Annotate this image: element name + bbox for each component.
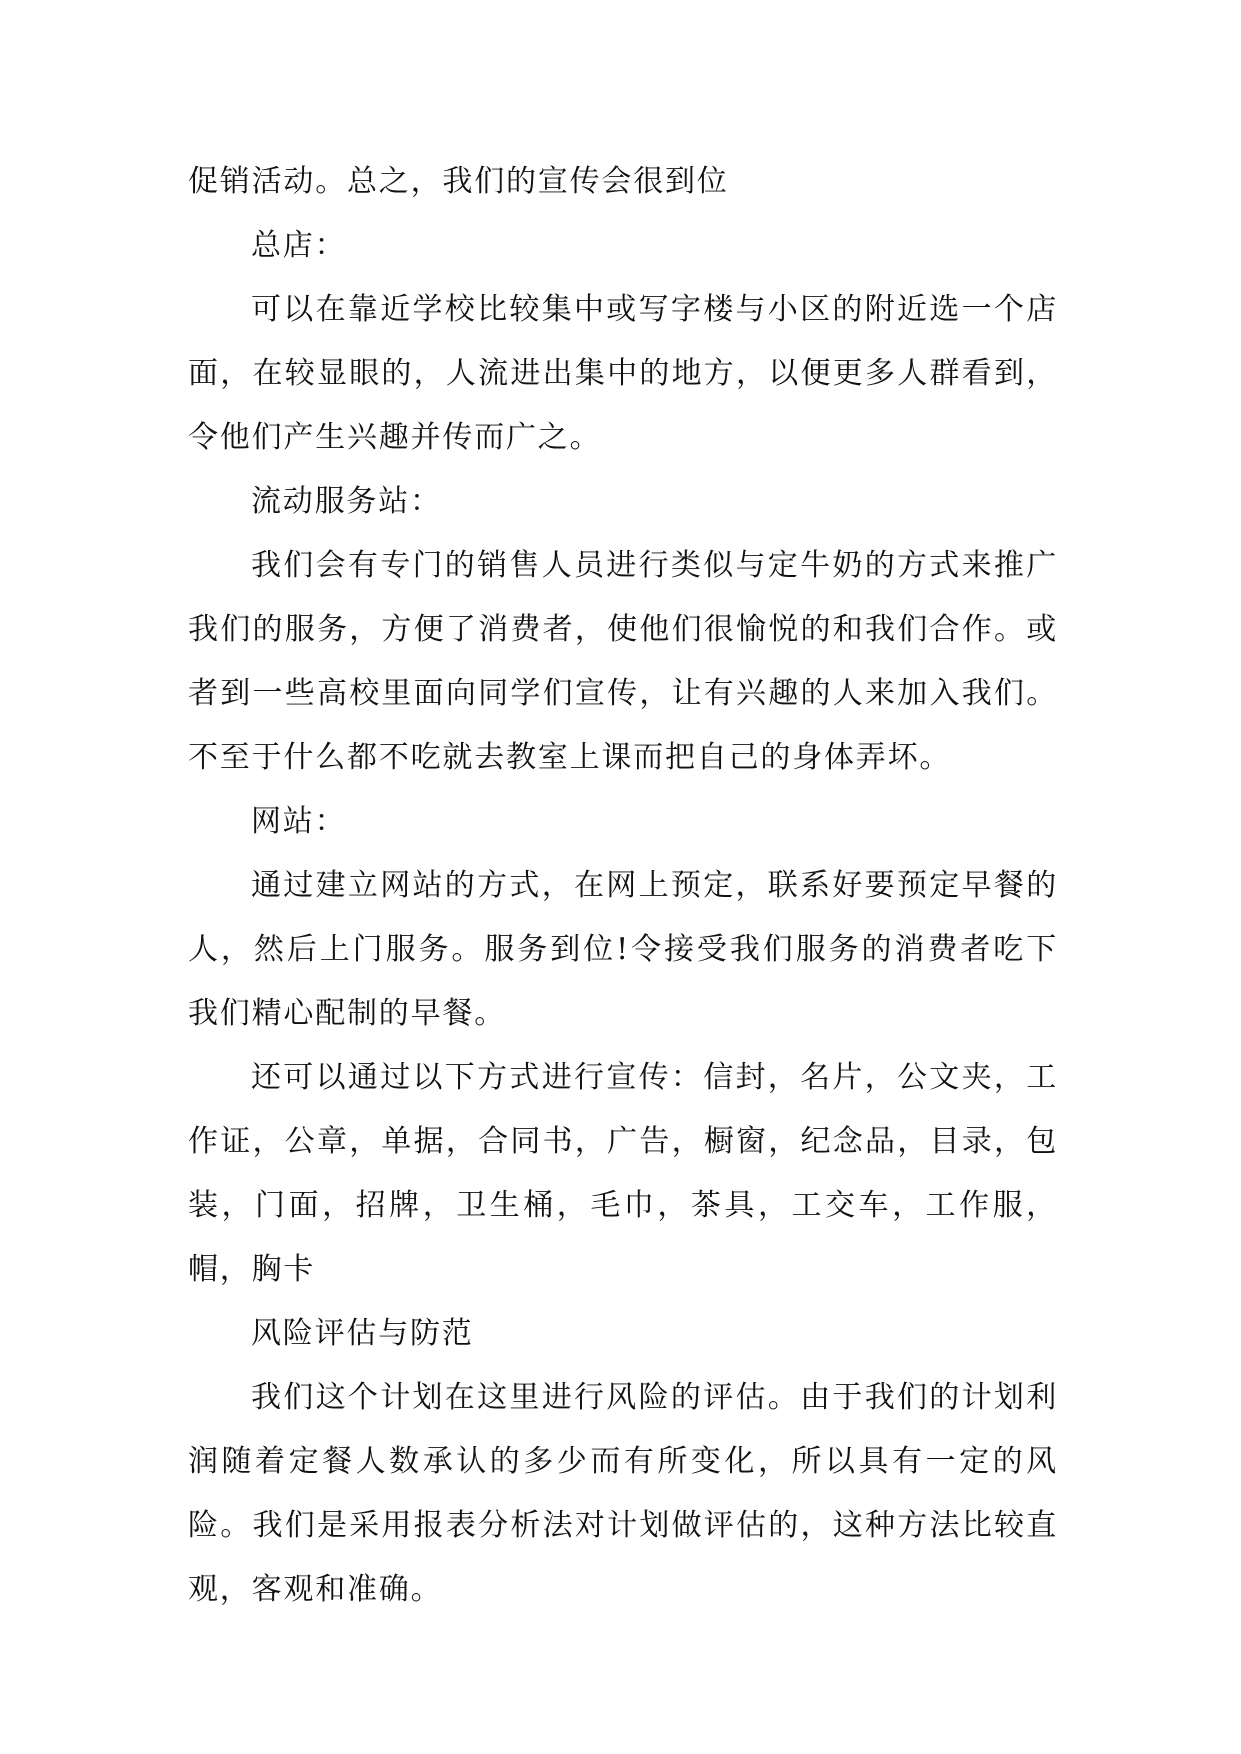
heading-risk-assessment: 风险评估与防范 <box>251 1316 474 1351</box>
document-body <box>188 150 1058 1622</box>
heading-main-store: 总店： <box>251 228 347 263</box>
paragraph-mobile-service-station: 我们会有专门的销售人员进行类似与定牛奶的方式来推广我们的服务，方便了消费者，使他们很愉悦的和我们合作。或者到一些高校里面向同学们宣传，让有兴趣的人来加入我们。不至于什么都不吃就去教室上课而把自己的身体弄坏。 <box>188 548 1058 775</box>
paragraph-risk-assessment: 我们这个计划在这里进行风险的评估。由于我们的计划利润随着定餐人数承认的多少而有所变化，所以具有一定的风险。我们是采用报表分析法对计划做评估的，这种方法比较直观，客观和准确。 <box>188 1380 1058 1607</box>
paragraph-main-store: 可以在靠近学校比较集中或写字楼与小区的附近选一个店面，在较显眼的，人流进出集中的地方，以便更多人群看到，令他们产生兴趣并传而广之。 <box>188 292 1058 455</box>
heading-website: 网站： <box>251 804 347 839</box>
paragraph-website: 通过建立网站的方式，在网上预定，联系好要预定早餐的人，然后上门服务。服务到位!令接受我们服务的消费者吃下我们精心配制的早餐。 <box>188 868 1058 1031</box>
heading-mobile-service-station: 流动服务站： <box>251 484 442 519</box>
paragraph-other-promotion: 还可以通过以下方式进行宣传：信封，名片，公文夹，工作证，公章，单据，合同书，广告，橱窗，纪念品，目录，包装，门面，招牌，卫生桶，毛巾，茶具，工交车，工作服，帽，胸卡 <box>188 1060 1058 1287</box>
paragraph-promotion-end: 促销活动。总之，我们的宣传会很到位 <box>188 164 729 199</box>
